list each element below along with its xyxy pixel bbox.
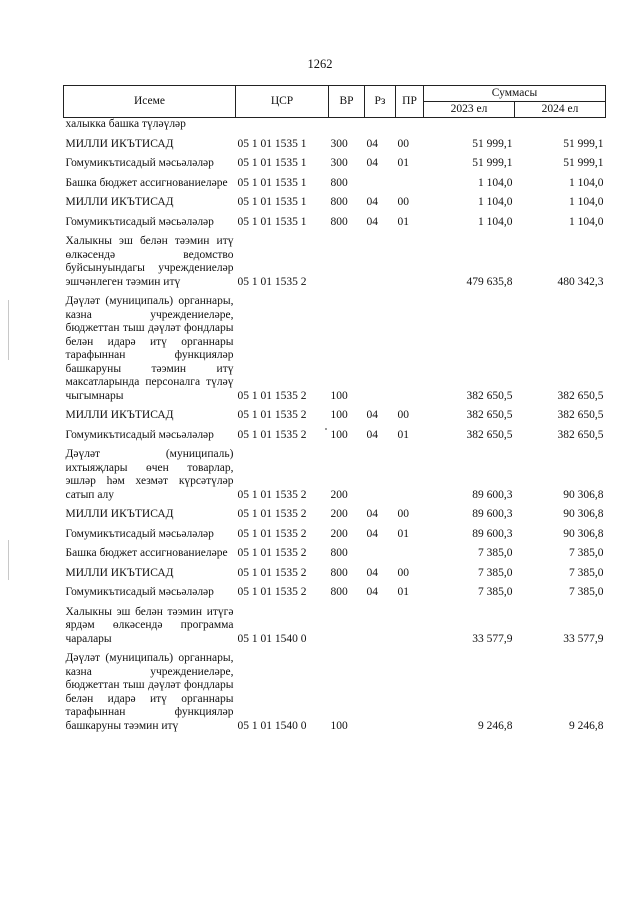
cell-amount-2024: 90 306,8	[563, 488, 604, 501]
cell-vr: 100	[330, 719, 348, 732]
cell-csr: 05 1 01 1535 2	[237, 488, 307, 501]
cell-pr: 00	[397, 409, 409, 421]
table-row	[64, 406, 606, 426]
page-number: 1262	[307, 57, 333, 71]
cell-amount-2024: 7 385,0	[569, 586, 604, 598]
cell-amount-2024	[515, 118, 606, 135]
cell-rz	[365, 174, 396, 194]
cell-name: Халыкны эш белән тәэмин итүгә ярдәм өлкәсендә программа чаралары	[65, 605, 234, 645]
cell-rz	[365, 292, 396, 406]
cell-rz: 04	[366, 527, 378, 540]
cell-rz: 04	[366, 566, 378, 579]
cell-amount-2024: 9 246,8	[569, 719, 604, 732]
table-row	[64, 603, 606, 650]
table-body	[64, 118, 606, 737]
table-row	[64, 213, 606, 233]
cell-rz	[365, 649, 396, 736]
cell-csr: 05 1 01 1535 1	[237, 176, 307, 189]
cell-csr: 05 1 01 1540 0	[237, 632, 307, 645]
cell-amount-2024: 90 306,8	[563, 527, 604, 540]
cell-name: Башка бюджет ассигнованиеләре	[65, 176, 228, 189]
cell-rz	[365, 232, 396, 292]
table-row	[64, 292, 606, 406]
cell-pr	[396, 603, 424, 650]
budget-table	[63, 85, 606, 736]
cell-name: Гомумикътисадый мәсьәләләр	[65, 586, 214, 598]
cell-name: МИЛЛИ ИКЪТИСАД	[65, 137, 174, 150]
table-row	[64, 564, 606, 584]
table-row	[64, 232, 606, 292]
header-year-2024: 2024 ел	[515, 102, 606, 118]
header-pr: ПР	[396, 86, 424, 118]
cell-amount-2023: 7 385,0	[478, 566, 513, 579]
cell-vr: 800	[330, 547, 348, 559]
cell-rz	[365, 603, 396, 650]
table-row	[64, 426, 606, 446]
cell-vr	[329, 603, 365, 650]
cell-rz: 04	[366, 409, 378, 421]
cell-vr: 200	[330, 527, 348, 540]
cell-csr: 05 1 01 1535 2	[237, 275, 307, 288]
cell-pr: 01	[397, 215, 409, 228]
cell-pr: 01	[397, 428, 409, 441]
cell-vr	[329, 232, 365, 292]
cell-rz: 04	[366, 508, 378, 520]
table-row	[64, 154, 606, 174]
cell-amount-2024: 33 577,9	[563, 632, 604, 645]
cell-amount-2023: 51 999,1	[472, 137, 513, 150]
cell-amount-2023: 7 385,0	[478, 586, 513, 598]
cell-vr: 800	[330, 586, 348, 598]
header-name: Исеме	[64, 86, 236, 118]
cell-amount-2023: 382 650,5	[466, 409, 513, 421]
cell-vr: 800	[330, 566, 348, 579]
cell-name: Дәүләт (муниципаль) органнары, казна учреждениеләре, бюджеттан тыш дәүләт фондлары белән идарә итү органнары тарафыннан функцияләр башкаруны тәэмин итү	[65, 652, 234, 732]
cell-csr: 05 1 01 1535 2	[237, 428, 307, 441]
cell-pr: 00	[397, 508, 409, 520]
cell-amount-2024: 90 306,8	[563, 508, 604, 520]
cell-vr: 800	[330, 176, 348, 189]
header-csr: ЦСР	[236, 86, 329, 118]
cell-pr: 00	[397, 196, 409, 208]
cell-rz	[365, 118, 396, 135]
cell-csr: 05 1 01 1535 2	[237, 586, 307, 598]
cell-amount-2024: 51 999,1	[563, 137, 604, 150]
cell-name: Башка бюджет ассигнованиеләре	[65, 547, 228, 559]
cell-name: МИЛЛИ ИКЪТИСАД	[65, 508, 174, 520]
cell-csr: 05 1 01 1535 1	[237, 215, 307, 228]
cell-amount-2023: 1 104,0	[478, 196, 513, 208]
cell-csr: 05 1 01 1540 0	[237, 719, 307, 732]
table-row	[64, 118, 606, 135]
cell-pr	[396, 174, 424, 194]
header-vr: ВР	[329, 86, 365, 118]
cell-pr	[396, 292, 424, 406]
cell-amount-2023: 9 246,8	[478, 719, 513, 732]
cell-pr	[396, 649, 424, 736]
header-sums: Суммасы	[424, 86, 606, 102]
cell-amount-2023: 382 650,5	[466, 389, 513, 402]
cell-vr: 100	[330, 428, 348, 441]
cell-name: Халыкны эш белән тәэмин итү өлкәсендә ведомство буйсынуындагы учреждениеләр эшчәнлеген тәэмин итү	[65, 235, 234, 288]
cell-amount-2023: 1 104,0	[478, 176, 513, 189]
table-row	[64, 649, 606, 736]
cell-csr: 05 1 01 1535 1	[237, 196, 307, 208]
table-row	[64, 525, 606, 545]
cell-name: Гомумикътисадый мәсьәләләр	[65, 428, 214, 441]
cell-vr	[329, 118, 365, 135]
table-row	[64, 544, 606, 564]
cell-rz: 04	[366, 157, 378, 169]
cell-name: Гомумикътисадый мәсьәләләр	[65, 215, 214, 228]
cell-pr: 01	[397, 527, 409, 540]
cell-name: Дәүләт (муниципаль) органнары, казна учреждениеләре, бюджеттан тыш дәүләт фондлары белән идарә итү органнары тарафыннан функцияләр башкаруны тәэмин итү максатларында персоналга түләү чыгымнары	[65, 295, 234, 402]
header-rz: Рз	[365, 86, 396, 118]
table-row	[64, 174, 606, 194]
cell-csr: 05 1 01 1535 2	[237, 389, 307, 402]
table-row	[64, 135, 606, 155]
cell-amount-2024: 382 650,5	[557, 428, 604, 441]
cell-rz: 04	[366, 586, 378, 598]
cell-amount-2024: 1 104,0	[569, 196, 604, 208]
scan-edge-mark	[8, 300, 9, 360]
cell-vr: 100	[330, 389, 348, 402]
cell-amount-2024: 7 385,0	[569, 566, 604, 579]
cell-amount-2023: 89 600,3	[472, 508, 513, 520]
cell-csr: 05 1 01 1535 2	[237, 566, 307, 579]
cell-pr	[396, 445, 424, 505]
cell-amount-2023: 7 385,0	[478, 547, 513, 559]
header-year-2023: 2023 ел	[424, 102, 515, 118]
cell-vr: 800	[330, 215, 348, 228]
cell-csr: 05 1 01 1535 2	[237, 409, 307, 421]
cell-amount-2023: 1 104,0	[478, 215, 513, 228]
cell-amount-2023	[424, 118, 515, 135]
cell-pr	[396, 544, 424, 564]
cell-pr: 01	[397, 157, 409, 169]
cell-rz: 04	[366, 428, 378, 441]
cell-pr	[396, 118, 424, 135]
cell-amount-2023: 382 650,5	[466, 428, 513, 441]
cell-csr: 05 1 01 1535 2	[237, 508, 307, 520]
table-row	[64, 583, 606, 603]
cell-amount-2024: 382 650,5	[557, 389, 604, 402]
cell-pr: 00	[397, 137, 409, 150]
cell-pr	[396, 232, 424, 292]
cell-name: халыкка башка түләүләр	[65, 118, 186, 130]
cell-amount-2024: 1 104,0	[569, 176, 604, 189]
cell-vr: 100	[330, 409, 348, 421]
cell-rz: 04	[366, 215, 378, 228]
cell-csr	[236, 118, 329, 135]
cell-name: Гомумикътисадый мәсьәләләр	[65, 527, 214, 540]
cell-amount-2024: 382 650,5	[557, 409, 604, 421]
cell-amount-2024: 7 385,0	[569, 547, 604, 559]
cell-rz	[365, 544, 396, 564]
cell-rz: 04	[366, 137, 378, 150]
cell-pr: 01	[397, 586, 409, 598]
cell-amount-2024: 51 999,1	[563, 157, 604, 169]
cell-name: МИЛЛИ ИКЪТИСАД	[65, 409, 174, 421]
cell-amount-2024: 480 342,3	[557, 275, 604, 288]
cell-name: МИЛЛИ ИКЪТИСАД	[65, 196, 174, 208]
scan-edge-mark	[8, 540, 9, 580]
table-row	[64, 445, 606, 505]
cell-pr: 00	[397, 566, 409, 579]
cell-vr: 200	[330, 508, 348, 520]
table-header	[64, 86, 606, 118]
cell-csr: 05 1 01 1535 2	[237, 527, 307, 540]
cell-vr: 300	[330, 137, 348, 150]
cell-vr: 800	[330, 196, 348, 208]
cell-vr: 200	[330, 488, 348, 501]
cell-name: МИЛЛИ ИКЪТИСАД	[65, 566, 174, 579]
cell-csr: 05 1 01 1535 1	[237, 137, 307, 150]
cell-vr: 300	[330, 157, 348, 169]
cell-rz: 04	[366, 196, 378, 208]
cell-rz	[365, 445, 396, 505]
cell-csr: 05 1 01 1535 1	[237, 157, 307, 169]
cell-amount-2023: 89 600,3	[472, 488, 513, 501]
table-row	[64, 505, 606, 525]
cell-name: Дәүләт (муниципаль) ихтыяҗлары өчен товарлар, эшләр һәм хезмәт күрсәтүләр сатып алу	[65, 448, 234, 501]
cell-amount-2023: 479 635,8	[466, 275, 513, 288]
cell-amount-2024: 1 104,0	[569, 215, 604, 228]
cell-csr: 05 1 01 1535 2	[237, 547, 307, 559]
cell-amount-2023: 51 999,1	[472, 157, 513, 169]
table-row	[64, 193, 606, 213]
cell-amount-2023: 89 600,3	[472, 527, 513, 540]
cell-amount-2023: 33 577,9	[472, 632, 513, 645]
cell-name: Гомумикътисадый мәсьәләләр	[65, 157, 214, 169]
